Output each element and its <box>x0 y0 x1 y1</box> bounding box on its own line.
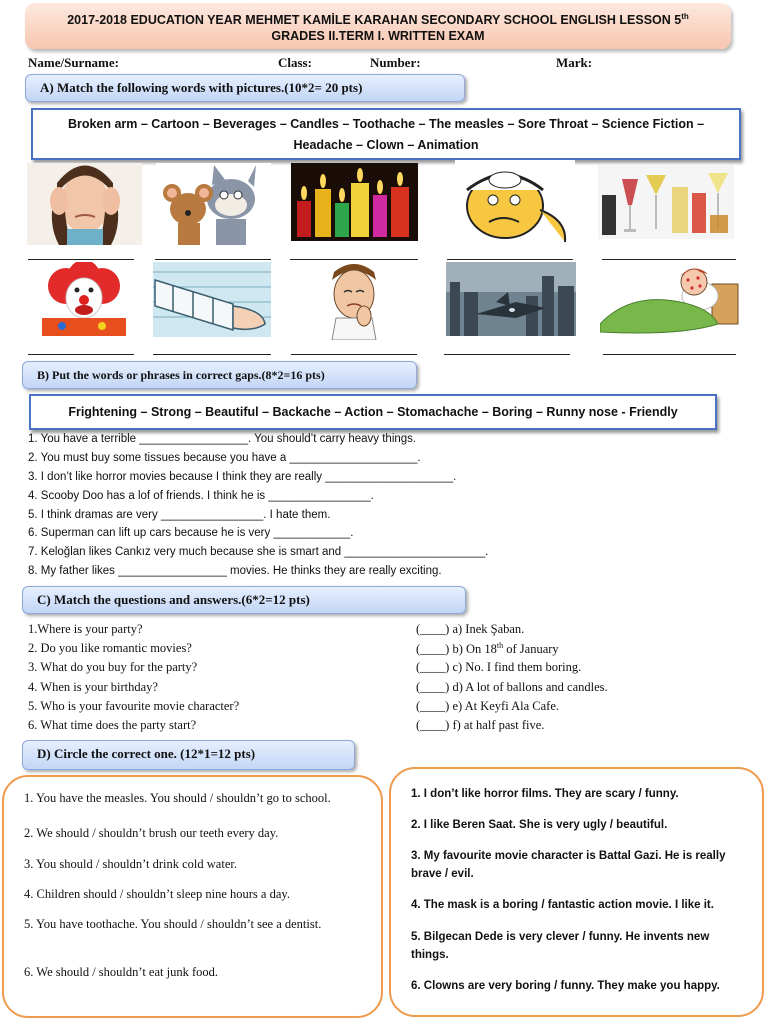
section-b-item-7: 7. Keloğlan likes Cankız very much because she is smart and ______________________. <box>28 546 489 558</box>
circle-left-1: 1. You have the measles. You should / shouldn’t go to school. <box>24 791 331 805</box>
answer-e: (____) e) At Keyfi Ala Cafe. <box>416 699 560 713</box>
section-b-item-4: 4. Scooby Doo has a lof of friends. I think he is ________________. <box>28 490 374 502</box>
question-4: 4. When is your birthday? <box>28 680 158 694</box>
name-surname-label: Name/Surname: <box>28 55 119 70</box>
exam-title-box <box>25 3 731 49</box>
answer-line-3[interactable] <box>290 258 418 260</box>
question-2: 2. Do you like romantic movies? <box>28 641 192 655</box>
circle-right-1: 1. I don’t like horror films. They are scary / funny. <box>411 788 679 800</box>
circle-right-4: 4. The mask is a boring / fantastic action movie. I like it. <box>411 899 714 911</box>
section-a-word-box <box>31 108 741 160</box>
answer-b: (____) b) On 18th of January <box>416 641 559 657</box>
section-b-word-box: Frightening – Strong – Beautiful – Backache – Action – Stomachache – Boring – Runny nose - Friendly <box>29 394 717 430</box>
headache-picture <box>27 163 142 245</box>
circle-right-5: 5. Bilgecan Dede is very clever / funny. He invents new things. <box>411 931 710 961</box>
answer-line-9[interactable] <box>444 353 570 355</box>
section-a-title: A) Match the following words with pictures.(10*2= 20 pts) <box>25 74 465 102</box>
broken-arm-picture <box>153 262 271 337</box>
clown-picture <box>32 262 136 336</box>
cartoon-picture <box>156 163 271 245</box>
answer-f: (____) f) at half past five. <box>416 718 545 732</box>
sore-throat-picture <box>292 262 416 340</box>
section-a-words-line2: Headache – Clown – Animation <box>293 138 479 152</box>
section-b-item-8: 8. My father likes _________________ movies. He thinks they are really exciting. <box>28 565 442 577</box>
measles-picture <box>600 262 740 336</box>
beverages-picture <box>598 165 734 239</box>
section-c-title: C) Match the questions and answers.(6*2=12 pts) <box>22 586 466 614</box>
section-d-title: D) Circle the correct one. (12*1=12 pts) <box>22 740 355 770</box>
answer-line-7[interactable] <box>153 353 271 355</box>
class-label: Class: <box>278 55 312 70</box>
answer-c: (____) c) No. I find them boring. <box>416 660 582 674</box>
circle-right-3: 3. My favourite movie character is Battal Gazi. He is really brave / evil. <box>411 850 726 880</box>
answer-line-10[interactable] <box>603 353 736 355</box>
answer-line-8[interactable] <box>291 353 417 355</box>
answer-line-4[interactable] <box>447 258 573 260</box>
section-b-item-5: 5. I think dramas are very ________________. I hate them. <box>28 509 331 521</box>
circle-left-3: 3. You should / shouldn’t drink cold water. <box>24 857 237 871</box>
question-1: 1.Where is your party? <box>28 622 143 636</box>
section-a-words-line1: Broken arm – Cartoon – Beverages – Candles – Toothache – The measles – Sore Throat – Science Fiction – <box>67 117 705 131</box>
answer-line-2[interactable] <box>155 258 271 260</box>
candles-picture <box>291 163 418 241</box>
mark-label: Mark: <box>556 55 593 70</box>
section-b-item-3: 3. I don’t like horror movies because I think they are really ____________________. <box>28 471 457 483</box>
exam-title-line1: 2017-2018 EDUCATION YEAR MEHMET KAMİLE KARAHAN SECONDARY SCHOOL ENGLISH LESSON 5th <box>67 12 689 28</box>
section-b-item-6: 6. Superman can lift up cars because he is very ____________. <box>28 527 354 539</box>
exam-title-line2: GRADES II.TERM I. WRITTEN EXAM <box>271 29 485 44</box>
section-b-title: B) Put the words or phrases in correct gaps.(8*2=16 pts) <box>22 361 417 389</box>
circle-left-6: 6. We should / shouldn’t eat junk food. <box>24 965 219 979</box>
question-6: 6. What time does the party start? <box>28 718 197 732</box>
number-label: Number: <box>370 55 421 70</box>
question-3: 3. What do you buy for the party? <box>28 660 198 674</box>
question-5: 5. Who is your favourite movie character? <box>28 699 240 713</box>
answer-line-6[interactable] <box>28 353 134 355</box>
circle-left-4: 4. Children should / shouldn’t sleep nine hours a day. <box>24 887 290 901</box>
science-fiction-picture <box>446 262 576 336</box>
circle-left-2: 2. We should / shouldn’t brush our teeth every day. <box>24 826 279 840</box>
circle-right-6: 6. Clowns are very boring / funny. They make you happy. <box>411 980 720 992</box>
circle-left-5: 5. You have toothache. You should / shouldn’t see a dentist. <box>24 917 322 931</box>
circle-right-2: 2. I like Beren Saat. She is very ugly / beautiful. <box>411 819 668 831</box>
answer-a: (____) a) Inek Şaban. <box>416 622 525 636</box>
answer-d: (____) d) A lot of ballons and candles. <box>416 680 608 694</box>
section-b-item-1: 1. You have a terrible _________________. You should’t carry heavy things. <box>28 433 417 445</box>
answer-line-5[interactable] <box>602 258 736 260</box>
toothache-picture <box>455 160 575 244</box>
section-b-item-2: 2. You must buy some tissues because you have a ____________________. <box>28 452 421 464</box>
answer-line-1[interactable] <box>28 258 134 260</box>
